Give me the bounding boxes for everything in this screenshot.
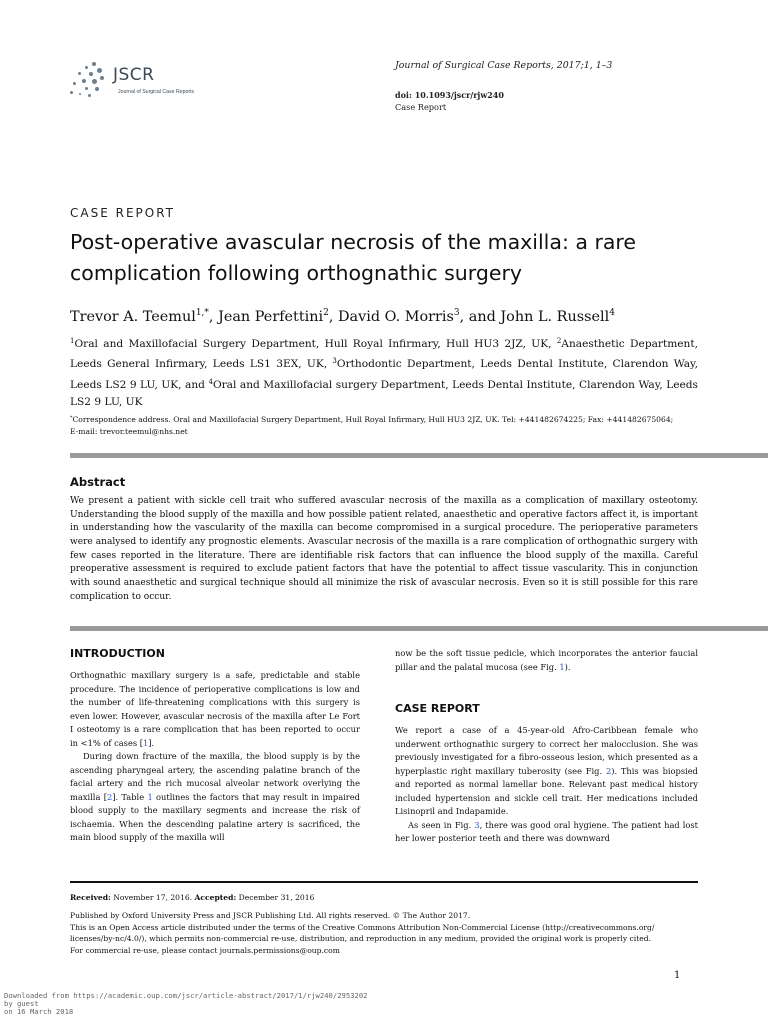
correspondence-email[interactable]: E-mail: trevor.teemul@nhs.net — [70, 426, 188, 436]
figure-link[interactable]: 2 — [605, 765, 612, 776]
abstract-text: We present a patient with sickle cell trait who suffered avascular necrosis of the maxilla as a complication of maxillary osteotomy. Understanding the blood supply of the maxilla and how possible patient related, anaesthetic and operative factors affect it, is important in understanding how the vascularity of the maxilla can become compromised in a surgical procedure. The perioperative parameters were analysed to identify any prognostic elements. Avascular necrosis of the maxilla is a rare complication of orthognathic surgery with few cases reported in the literature. There are identifiable risk factors that can influence the blood supply of the maxilla. Careful preoperative assessment is required to exclude patient factors that have the potential to affect tissue vascularity. This in conjunction with sound anaesthetic and surgical technique should all minimize the risk of avascular necrosis. Even so it is still possible for this rare complication to occur. — [70, 496, 698, 602]
article-type: Case Report — [395, 102, 447, 112]
author-name[interactable]: Trevor A. Teemul — [70, 309, 196, 325]
journal-citation: Journal of Surgical Case Reports, 2017;1, 1–3 — [395, 60, 613, 71]
figure-link[interactable]: 1 — [559, 661, 565, 672]
divider-rule — [70, 626, 768, 631]
abstract-heading: Abstract — [70, 475, 126, 489]
case-report-text: We report a case of a 45-year-old Afro-Caribbean female who underwent orthognathic surgery to correct her malocclusion. She was previously investigated for a fibro-osseous lesion, which presented as a hyperplastic right maxillary tuberosity (see Fig. 2). This was biopsied and reported as normal lamellar bone. Relevant past medical history included hypertension and sickle cell trait. Her medications included Lisinopril and Indapamide. As seen in Fig. 3, there was good oral hygiene. The patient had lost her lower posterior teeth and there was downward — [395, 725, 699, 843]
case-report-heading: CASE REPORT — [395, 702, 480, 715]
publication-info: Received: November 17, 2016. Accepted: December 31, 2016 Published by Oxford University Press and JSCR Publishing Ltd. All rights reserved. © The Author 2017. This is an Open Access article distributed under the terms of the Creative Commons Attribution Non-Commercial License (http://creativecommons.org/ licenses/by-nc/4.0/), which permits non-commercial re-use, distribution, and reproduction in any medium, provided the original work is properly cited. For commercial re-use, please contact journals.permissions@oup.com — [70, 893, 655, 956]
journal-logo-subtitle: Journal of Surgical Case Reports — [118, 89, 195, 95]
page-number: 1 — [674, 970, 681, 981]
introduction-continuation: now be the soft tissue pedicle, which incorporates the anterior faucial pillar and the palatal mucosa (see Fig. 1). — [395, 648, 698, 672]
jscr-logo-icon — [70, 62, 112, 104]
section-label: CASE REPORT — [70, 206, 175, 220]
introduction-heading: INTRODUCTION — [70, 647, 165, 660]
reference-link[interactable]: 1 — [142, 737, 149, 748]
author-name[interactable]: Jean Perfettini — [218, 309, 324, 325]
reference-link[interactable]: 2 — [106, 791, 113, 802]
article-title: Post-operative avascular necrosis of the maxilla: a rare complication following orthognathic surgery — [70, 230, 637, 285]
divider-rule — [70, 453, 768, 458]
introduction-column-text: Orthognathic maxillary surgery is a safe, predictable and stable procedure. The incidence of perioperative complications is low and the number of life-threatening complications with this surgery is even lower. However, avascular necrosis of the maxilla after Le Fort I osteotomy is a rare complication that has been reported to occur in <1% of cases [1]. During down fracture of the maxilla, the blood supply is by the ascending pharyngeal artery, the ascending palatine branch of the facial artery and the rich mucosal alveolar network overlying the maxilla [2]. Table 1 outlines the factors that may result in impaired blood supply to the maxillary segments and increase the risk of ischaemia. When the descending palatine artery is sacrificed, the main blood supply of the maxilla will — [70, 670, 360, 842]
download-notice: Downloaded from https://academic.oup.com/jscr/article-abstract/2017/1/rjw240/2953202 by guest on 16 March 2018 — [4, 991, 368, 1016]
author-name[interactable]: David O. Morris — [337, 309, 454, 325]
affiliations: $^1$Oral and Maxillofacial Surgery Department, Hull Royal Infirmary, Hull HU3 2JZ, UK, $^2$Anaesthetic Department, Leeds General Infirmary, Leeds LS1 3EX, UK, $^3$Orthodontic Department, Leeds Dental Institute, Clarendon Way, Leeds LS2 9 LU, UK, and $^4$Oral and Maxillofacial surgery Department, Leeds Dental Institute, Clarendon Way, Leeds LS2 9 LU, UK — [70, 337, 698, 409]
correspondence: *Correspondence address. Oral and Maxillofacial Surgery Department, Hull Royal Infirmary, Hull HU3 2JZ, UK. Tel: +441482674225; Fax: +441482675064; E-mail: trevor.teemul@nhs.net — [70, 415, 674, 436]
footer-rule — [70, 881, 698, 883]
figure-link[interactable]: 3 — [474, 819, 480, 830]
table-link[interactable]: 1 — [147, 791, 153, 802]
journal-logo-text: JSCR — [113, 65, 155, 85]
author-name[interactable]: John L. Russell — [500, 309, 610, 325]
doi: doi: 10.1093/jscr/rjw240 — [395, 90, 504, 100]
author-list: Trevor A. Teemul$^{1,*}$, Jean Perfettini$^2$, David O. Morris$^3$, and John L. Russell$^4$ — [70, 308, 615, 325]
